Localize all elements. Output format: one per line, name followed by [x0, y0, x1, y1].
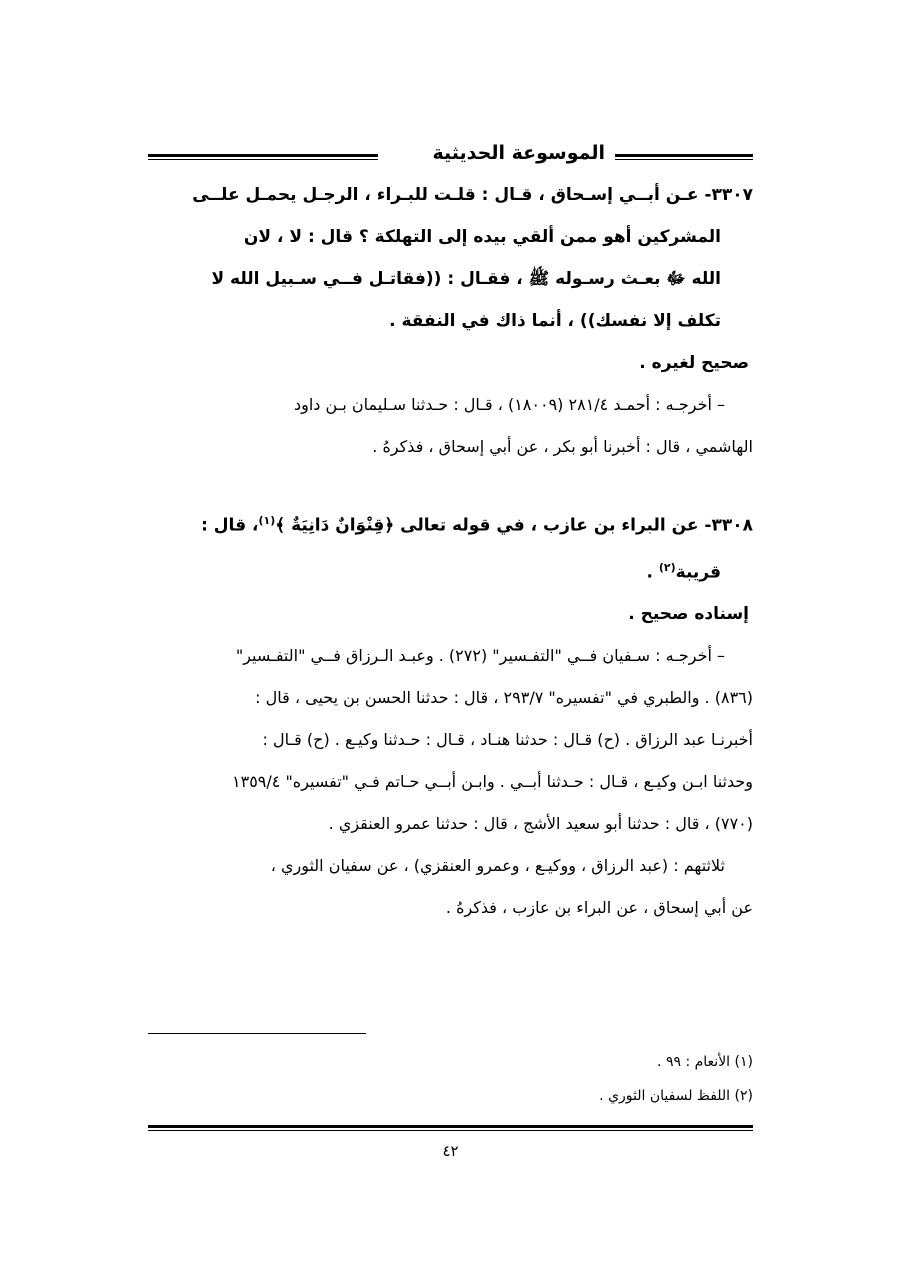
hadith-3308 — [148, 500, 753, 929]
hadith-line-text: قريبة — [675, 562, 721, 583]
hadith-3307-takhrij — [148, 384, 753, 468]
header-rule-right — [615, 154, 753, 160]
hadith-3307 — [148, 174, 753, 468]
summary-line: ثلاثتهم : (عبد الرزاق ، ووكيـع ، وعمرو العنقزي) ، عن سفيان الثوري ، — [270, 856, 725, 876]
takhrij-line: – أخرجـه : سـفيان فــي "التفـسير" (٢٧٢) . وعبـد الـرزاق فــي "التفـسير" — [235, 646, 725, 666]
book-page — [148, 140, 753, 1240]
page-number: ٤٢ — [442, 1142, 459, 1160]
footnote-marker-2[interactable]: (٢) — [658, 560, 676, 574]
hadith-line: المشركين أهو ممن ألقي بيده إلى التهلكة ؟ قال : لا ، لان — [243, 227, 721, 247]
header-rule-left — [148, 154, 378, 160]
hadith-line: ٣٣٠٧- عـن أبــي إسـحاق ، قـال : قلـت للبـراء ، الرجـل يحمـل علــى — [192, 185, 753, 205]
hadith-line — [148, 547, 753, 594]
summary-line: عن أبي إسحاق ، عن البراء بن عازب ، فذكرهُ . — [445, 898, 753, 918]
hadith-line: الله ﷻ بعـث رسـوله ﷺ ، فقـال : ((فقاتـل فــي سـبيل الله لا — [211, 269, 721, 289]
hadith-3308-takhrij — [148, 635, 753, 929]
hadith-3308-text — [148, 500, 753, 593]
hadith-line-text: ٣٣٠٨- عن البراء بن عازب ، في قوله تعالى ﴿قِنْوَانٌ دَانِيَةٌ ﴾ — [275, 515, 753, 536]
hadith-3307-text — [148, 174, 753, 342]
takhrij-line: وحدثنا ابـن وكيـع ، قـال : حـدثنا أبــي . وابـن أبــي حـاتم فـي "تفسيره" ١٣٥٩/٤ — [232, 772, 753, 792]
takhrij-line: (٧٧٠) ، قال : حدثنا أبو سعيد الأشج ، قال : حدثنا عمرو العنقزي . — [328, 814, 753, 834]
hadith-line — [148, 500, 753, 547]
hadith-line-end: . — [646, 562, 659, 583]
hadith-3307-grade: صحيح لغيره . — [639, 353, 749, 373]
takhrij-line: الهاشمي ، قال : أخبرنا أبو بكر ، عن أبي إسحاق ، فذكرهُ . — [372, 437, 753, 456]
takhrij-line: أخبرنـا عبد الرزاق . (ح) قـال : حدثنا هنـاد ، قـال : حـدثنا وكيـع . (ح) قـال : — [262, 730, 753, 750]
hadith-3308-grade: إسناده صحيح . — [628, 604, 749, 625]
takhrij-line: – أخرجـه : أحمـد ٢٨١/٤ (١٨٠٠٩) ، قـال : حـدثنا سـليمان بـن داود — [294, 395, 725, 414]
takhrij-line: (٨٣٦) . والطبري في "تفسيره" ٢٩٣/٧ ، قال : حدثنا الحسن بن يحيى ، قال : — [255, 688, 753, 708]
footnote-separator — [148, 1033, 366, 1034]
hadith-line-end: ، قال : — [201, 515, 259, 536]
footnote-1: (١) الأنعام : ٩٩ . — [657, 1054, 753, 1070]
hadith-line: تكلف إلا نفسك)) ، أنما ذاك في النفقة . — [389, 311, 721, 331]
footer-rule — [148, 1125, 753, 1131]
footnote-2: (٢) اللفظ لسفيان الثوري . — [599, 1088, 753, 1104]
header-title: الموسوعة الحديثية — [432, 142, 605, 164]
footnote-marker-1[interactable]: (١) — [258, 514, 276, 527]
